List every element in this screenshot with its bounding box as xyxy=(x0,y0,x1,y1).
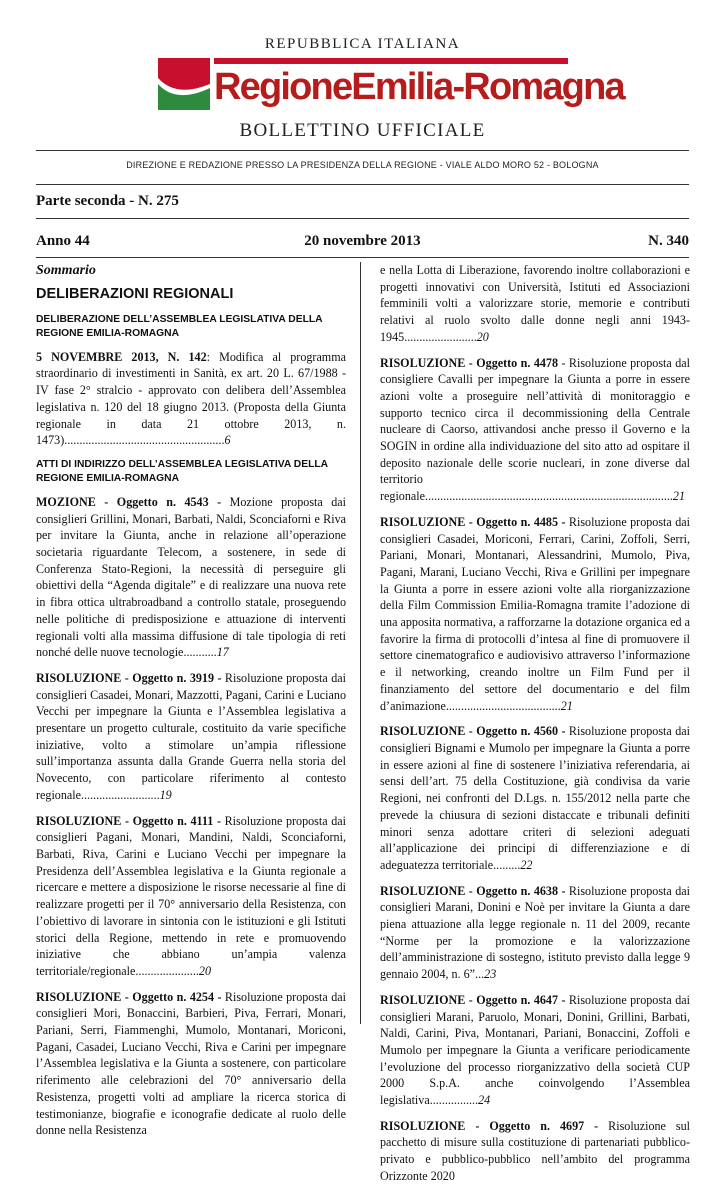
column-divider xyxy=(360,262,361,1024)
entry-dots: ..................... xyxy=(135,963,199,978)
entry-dots: ................ xyxy=(429,1093,479,1108)
subsection-heading: ATTI DI INDIRIZZO DELL’ASSEMBLEA LEGISLATIVA DELLA REGIONE EMILIA-ROMAGNA xyxy=(36,458,328,484)
entry-text: - Risoluzione proposta dal consigliere Cavalli per impegnare la Giunta a porre in essere azioni volte a proseguire nell’attività di monitoraggio e supporto tecnico circa il decommissioning della Centrale nucleare di Caorso, attivandosi anche presso il Governo e la SOGIN in ordine alla individuazione del sito atto ad ospitare il deposito nazionale delle scorie nucleari, in zone diverse dal territorio regionale xyxy=(380,355,690,504)
issue-info-row xyxy=(36,233,689,253)
page-number: 23 xyxy=(484,967,497,982)
entry-text: Risoluzione proposta dai consiglieri Casadei, Monari, Mazzotti, Pagani, Carini e Luciano Vecchi per impegnare la Giunta e l’Assemblea legislativa a presentare un progetto culturale, costituito da varie specifiche iniziative, volto a stimolare un’ampia riflessione sull’importanza assunta dalla Grande Guerra nella storia del Novecento, con particolare riferimento al contesto regionale xyxy=(36,670,346,802)
logo-wordmark: RegioneEmilia-Romagna xyxy=(214,66,624,108)
page-number: 17 xyxy=(216,645,229,660)
toc-entry-continued[interactable] xyxy=(380,262,690,346)
entry-text: : Modifica al programma straordinario di investimenti in Sanità, ex art. 20 L. 67/1988 - IV fase 2° stralcio - approvato con delibera dell’Assemblea legislativa n. 120 del 18 giugno 2013. (Proposta della Giunta regionale in data 21 ottobre 2013, n. 1473) xyxy=(36,349,346,448)
entry-lead: MOZIONE - Oggetto n. 4543 - xyxy=(36,494,222,509)
entry-text: Risoluzione proposta dai consiglieri Marani, Paruolo, Monari, Donini, Grillini, Barbati, Naldi, Carini, Piva, Montanari, Pariani, Bonaccini, Zoffoli e Mumolo per impegnare la Giunta a verificare periodicamente l’evoluzione del processo riorganizzativo della società CUP 2000 S.p.A. anche coinvolgendo l’Assemblea legislativa xyxy=(380,992,690,1108)
entry-dots: ... xyxy=(475,967,485,982)
page-number: 20 xyxy=(198,963,211,978)
page-number: 20 xyxy=(476,329,489,344)
toc-entry[interactable] xyxy=(380,992,690,1109)
entry-lead: RISOLUZIONE - Oggetto n. 4697 - xyxy=(380,1118,599,1133)
divider xyxy=(36,257,689,258)
toc-entry[interactable] xyxy=(380,723,690,873)
entry-text: Risoluzione proposta dai consiglieri Casadei, Moriconi, Ferrari, Carini, Zoffoli, Serri, Pariani, Monari, Montanari, Alessandrini, Mumolo, Piva, Pagani, Marani, Luciano Vecchi, Riva e Grillini per impegnare la Giunta a porre in essere azioni volte alla riorganizzazione della Film Commission Emilia-Romagna tramite l’adozione di una apposita normativa, a rafforzarne la dotazione organica ed a favorire la firma di protocolli d’intesa al fine di promuovere il settore cinematografico e audiovisivo attraverso l’informazione e il networking, creando inoltre un Film Fund per il finanziamento del settore del documentario e del film d’animazione xyxy=(380,514,690,713)
right-column xyxy=(380,262,690,1194)
entry-text: Risoluzione proposta dai consiglieri Mori, Bonaccini, Barbieri, Piva, Ferrari, Monari, Pariani, Serri, Fiammenghi, Mumolo, Montanari, Moriconi, Pagani, Casadei, Luciano Vecchi, Riva e Carini per impegnare l’Assemblea legislativa e la Giunta a sostenere, con particolare riferimento alle celebrazioni del 70° anniversario della Resistenza, progetti volti ad ampliare la ricerca storica di testimonianze, biografie e iconografie dedicate al ruolo delle donne nella Resistenza xyxy=(36,989,346,1138)
entry-lead: RISOLUZIONE - Oggetto n. 4478 xyxy=(380,355,559,370)
page-number: 21 xyxy=(560,698,573,713)
toc-entry[interactable] xyxy=(36,989,346,1139)
entry-dots: ...................................... xyxy=(445,698,561,713)
entry-lead: RISOLUZIONE - Oggetto n. 4485 - xyxy=(380,514,566,529)
page-number: 24 xyxy=(478,1093,491,1108)
entry-dots: ........................ xyxy=(404,329,477,344)
toc-entry[interactable] xyxy=(380,514,690,714)
toc-entry[interactable] xyxy=(36,670,346,804)
entry-lead: RISOLUZIONE - Oggetto n. 4647 - xyxy=(380,992,566,1007)
entry-text: Risoluzione proposta dai consiglieri Pagani, Monari, Mandini, Naldi, Sconciaforni, Barbati, Riva, Carini e Luciano Vecchi per impegnare la Presidenza dell’Assemblea legislativa e la Giunta regionale a ricercare e mettere a disposizione le risorse necessarie al fine di realizzare progetti per il 70° anniversario della Resistenza, con l’obiettivo di lavorare in sintonia con le istituzioni e gli Istituti storici della Regione, mettendo in rete e promuovendo iniziative che abbiano un’ampia valenza territoriale/regionale xyxy=(36,813,346,978)
toc-entry[interactable] xyxy=(380,355,690,505)
toc-entry[interactable] xyxy=(36,349,346,449)
entry-lead: RISOLUZIONE - Oggetto n. 4638 - xyxy=(380,883,566,898)
bulletin-title: BOLLETTINO UFFICIALE xyxy=(239,120,486,141)
region-logo xyxy=(158,58,624,114)
entry-lead: 5 NOVEMBRE 2013, N. 142 xyxy=(36,349,207,364)
entry-lead: RISOLUZIONE - Oggetto n. 4560 - xyxy=(380,724,566,739)
issue-date: 20 novembre 2013 xyxy=(304,233,421,249)
region-emblem-icon xyxy=(158,58,210,110)
part-number: Parte seconda - N. 275 xyxy=(36,193,179,209)
page-number: 22 xyxy=(520,857,533,872)
entry-dots: .................................................................................. xyxy=(425,489,673,504)
entry-text: Risoluzione proposta dai consiglieri Marani, Donini e Noè per invitare la Giunta a dare piena attuazione alla legge regionale n. 11 del 2009, recante “Norme per la promozione e la valorizzazione dell’amministrazione di sostegno, istituto previsto dalla legge 9 gennaio 2004, n. 6” xyxy=(380,883,690,982)
toc-entry[interactable] xyxy=(36,494,346,661)
entry-dots: ........... xyxy=(183,645,217,660)
issue-year: Anno 44 xyxy=(36,233,90,249)
entry-dots: ......... xyxy=(493,857,521,872)
entry-text: Risoluzione proposta dai consiglieri Bignami e Mumolo per impegnare la Giunta a porre in essere azioni al fine di sostenere l’iniziativa referendaria, ai sensi dell’art. 75 della Costituzione, già condivisa da varie Regioni, nei confronti del D.Lgs. n. 155/2012 nella parte che prevede la chiusura di sezioni distaccate e tribunali definiti minori senza adottare criteri di selezioni adeguati all’applicazione dei principi di differenziazione e di adeguatezza territoriale xyxy=(380,724,690,872)
toc-entry[interactable] xyxy=(36,813,346,980)
entry-dots: ..................................................... xyxy=(64,433,225,448)
divider xyxy=(36,218,689,219)
editorial-address: DIREZIONE E REDAZIONE PRESSO LA PRESIDENZA DELLA REGIONE - VIALE ALDO MORO 52 - BOLOGNA xyxy=(126,160,599,170)
section-heading: DELIBERAZIONI REGIONALI xyxy=(36,286,234,302)
entry-text: Mozione proposta dai consiglieri Grillini, Monari, Barbati, Naldi, Sconciaforni e Riva per invitare la Giunta, anche in relazione all’operazione societaria riguardante Telecom, a sostenere, in sede di Conferenza Stato-Regioni, la necessità di perseguire gli obiettivi della “Agenda digitale” e di realizzare una nuova rete in fibra ottica ultrabroadband a controllo statale, proseguendo nelle politiche di predisposizione e attuazione di interventi regionali volti alla massima diffusione di tale tipologia di reti nonché delle nuove tecnologie xyxy=(36,494,346,660)
entry-text: e nella Lotta di Liberazione, favorendo inoltre collaborazioni e progetti innovativi con Università, Istituti ed Associazioni femminili volti a valorizzare storie, memorie e contributi relativi al ruolo svolto dalle donne negli anni 1943-1945 xyxy=(380,263,690,344)
entry-lead: RISOLUZIONE - Oggetto n. 4111 - xyxy=(36,813,221,828)
issue-number: N. 340 xyxy=(648,233,689,249)
entry-dots: .......................... xyxy=(81,787,160,802)
summary-heading: Sommario xyxy=(36,263,96,278)
divider xyxy=(36,184,689,185)
subsection-heading: DELIBERAZIONE DELL’ASSEMBLEA LEGISLATIVA DELLA REGIONE EMILIA-ROMAGNA xyxy=(36,313,323,339)
page-number: 19 xyxy=(159,787,172,802)
page-number: 21 xyxy=(672,489,686,504)
left-column xyxy=(36,262,346,1148)
divider xyxy=(36,150,689,151)
entry-text: Risoluzione sul pacchetto di misure sulla costituzione di partenariati pubblico-privato e pubblico-pubblico nell’ambito del programma Orizzonte 2020 xyxy=(380,1118,691,1183)
entry-lead: RISOLUZIONE - Oggetto n. 4254 - xyxy=(36,989,222,1004)
entry-lead: RISOLUZIONE - Oggetto n. 3919 - xyxy=(36,670,222,685)
republic-title: REPUBBLICA ITALIANA xyxy=(264,36,461,52)
toc-entry[interactable] xyxy=(380,1118,690,1185)
page-number: 6 xyxy=(224,433,231,448)
toc-entry[interactable] xyxy=(380,883,690,983)
